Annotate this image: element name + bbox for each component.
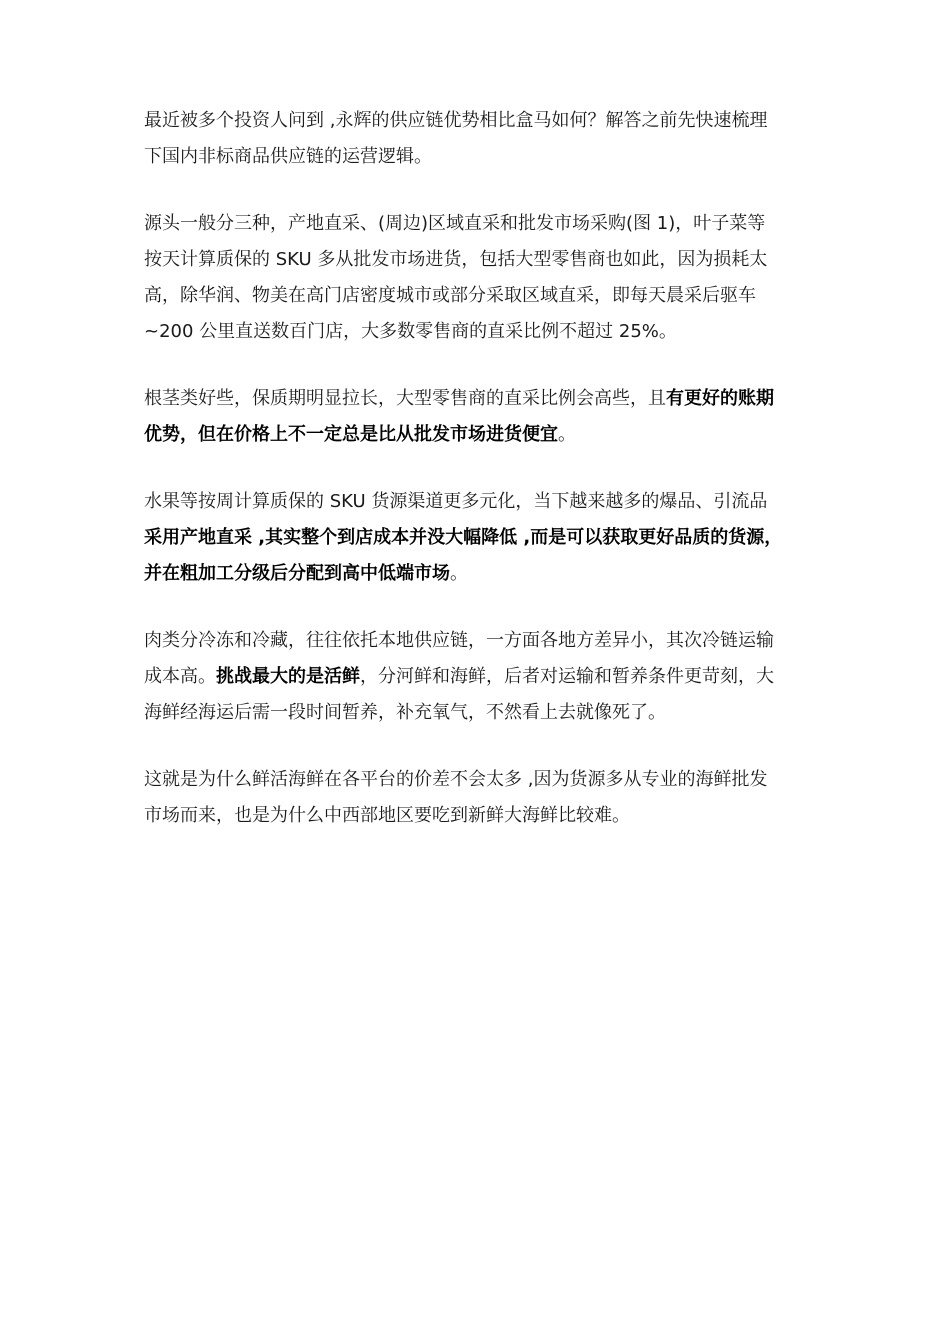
paragraph-line [144, 381, 816, 417]
paragraph-line: 下国内非标商品供应链的运营逻辑。 [144, 146, 432, 167]
bold-text-run: 优势，但在价格上不一定总是比从批发市场进货便宜 [144, 424, 558, 445]
paragraph-line: 高，除华润、物美在高门店密度城市或部分采取区域直采，即每天晨采后驱车 [144, 285, 756, 306]
bold-text-run: 有更好的账期 [666, 388, 774, 409]
paragraph-line: 最近被多个投资人问到 ,永辉的供应链优势相比盒马如何？解答之前先快速梳理 [144, 110, 768, 131]
paragraph-line: 市场而来，也是为什么中西部地区要吃到新鲜大海鲜比较难。 [144, 805, 630, 826]
text-run: 。 [450, 563, 468, 584]
text-run: ，分河鲜和海鲜，后者对运输和暂养条件更苛刻，大 [360, 666, 774, 687]
paragraph-line [144, 417, 816, 453]
text-run: 成本高。 [144, 666, 216, 687]
text-run: 根茎类好些，保质期明显拉长，大型零售商的直采比例会高些，且 [144, 388, 666, 409]
paragraph-line: 源头一般分三种，产地直采、(周边)区域直采和批发市场采购(图 1)，叶子菜等 [144, 213, 766, 234]
text-run: 。 [558, 424, 576, 445]
paragraph-line [144, 520, 816, 556]
bold-text-run: 采用产地直采 ,其实整个到店成本并没大幅降低 ,而是可以获取更好品质的货源， [144, 527, 783, 548]
article-body [144, 103, 816, 865]
paragraph-line: 海鲜经海运后需一段时间暂养，补充氧气，不然看上去就像死了。 [144, 702, 666, 723]
bold-text-run: 挑战最大的是活鲜 [216, 666, 360, 687]
paragraph-line: 肉类分冷冻和冷藏，往往依托本地供应链，一方面各地方差异小，其次冷链运输 [144, 630, 774, 651]
paragraph-4 [144, 484, 816, 592]
paragraph-line: ~200 公里直送数百门店，大多数零售商的直采比例不超过 25%。 [144, 321, 677, 342]
paragraph-line [144, 659, 816, 695]
paragraph-line: 按天计算质保的 SKU 多从批发市场进货，包括大型零售商也如此，因为损耗太 [144, 249, 768, 270]
paragraph-line: 这就是为什么鲜活海鲜在各平台的价差不会太多 ,因为货源多从专业的海鲜批发 [144, 769, 768, 790]
paragraph-line: 水果等按周计算质保的 SKU 货源渠道更多元化，当下越来越多的爆品、引流品 [144, 491, 768, 512]
paragraph-line [144, 556, 816, 592]
paragraph-3 [144, 381, 816, 453]
bold-text-run: 并在粗加工分级后分配到高中低端市场 [144, 563, 450, 584]
paragraph-5 [144, 623, 816, 731]
paragraph-6 [144, 762, 816, 834]
paragraph-2 [144, 206, 816, 350]
paragraph-1 [144, 103, 816, 175]
